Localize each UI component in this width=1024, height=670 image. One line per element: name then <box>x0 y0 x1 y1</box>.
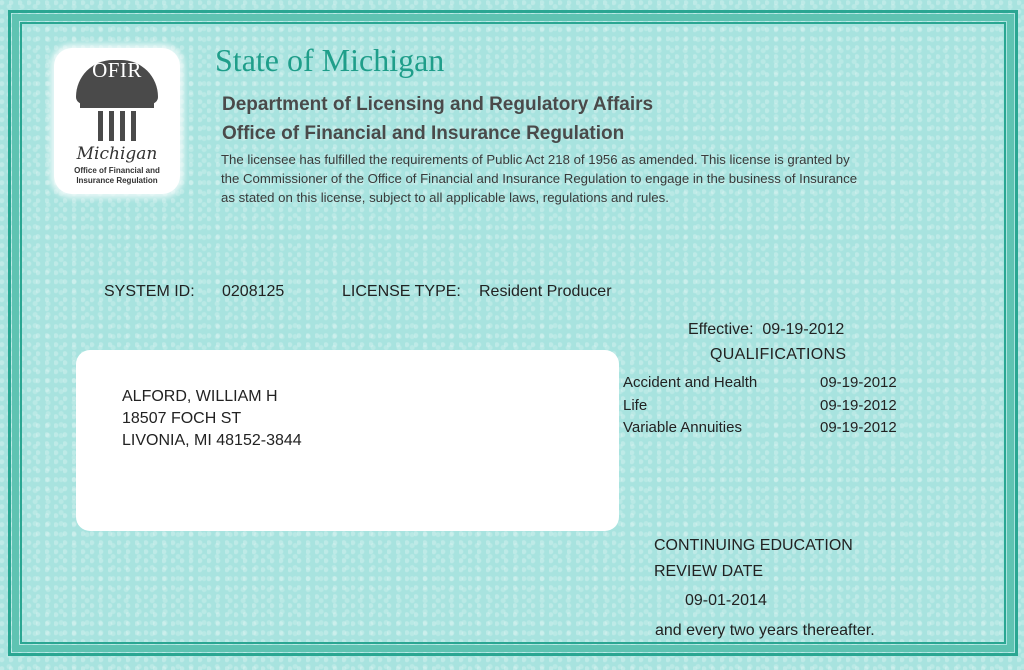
logo-caption-line2: Insurance Regulation <box>76 176 158 185</box>
qualification-name: Variable Annuities <box>623 419 742 436</box>
logo-acronym: OFIR <box>92 58 142 82</box>
qualification-date: 09-19-2012 <box>820 396 897 414</box>
office-name: Office of Financial and Insurance Regulation <box>222 123 625 144</box>
license-statement <box>221 150 961 207</box>
licensee-address <box>122 386 302 452</box>
statement-line: as stated on this license, subject to all applicable laws, regulations and rules. <box>221 190 669 205</box>
license-type-label: LICENSE TYPE: <box>342 283 461 300</box>
department-heading <box>222 90 653 148</box>
qualification-name: Life <box>623 396 648 414</box>
system-id-label: SYSTEM ID: <box>104 283 195 300</box>
ce-line1: CONTINUING EDUCATION <box>654 537 853 554</box>
qualification-row <box>623 374 897 397</box>
statement-line: The licensee has fulfilled the requirements of Public Act 218 of 1956 as amended. This license is granted by <box>221 152 850 167</box>
effective-value: 09-19-2012 <box>762 321 845 338</box>
qualification-name: Accident and Health <box>623 374 758 391</box>
qualification-date: 09-19-2012 <box>820 374 897 391</box>
qualifications-title: QUALIFICATIONS <box>710 346 847 363</box>
continuing-education-heading <box>654 533 853 585</box>
logo-caption-line1: Office of Financial and <box>74 166 160 175</box>
department-name: Department of Licensing and Regulatory Affairs <box>222 94 654 115</box>
license-type-value: Resident Producer <box>479 283 612 300</box>
qualification-row <box>623 419 897 442</box>
qualification-date: 09-19-2012 <box>820 419 897 436</box>
qualifications-list <box>623 374 897 442</box>
state-title: State of Michigan <box>215 42 445 78</box>
logo-caption <box>54 166 180 186</box>
system-id-value: 0208125 <box>222 283 285 300</box>
qualification-row <box>623 397 897 420</box>
ce-note: and every two years thereafter. <box>655 622 875 639</box>
effective-label: Effective: <box>688 321 754 338</box>
address-window <box>76 350 619 531</box>
ce-review-date: 09-01-2014 <box>685 592 767 609</box>
column-capital-icon <box>80 102 154 108</box>
ce-line2: REVIEW DATE <box>654 563 764 580</box>
licensee-street: 18507 FOCH ST <box>122 410 242 427</box>
licensee-name: ALFORD, WILLIAM H <box>122 388 278 405</box>
statement-line: the Commissioner of the Office of Financial and Insurance Regulation to engage in the business of Insurance <box>221 171 858 186</box>
licensee-city-state-zip: LIVONIA, MI 48152-3844 <box>122 432 302 449</box>
column-icon <box>98 111 136 141</box>
effective-date <box>688 321 844 339</box>
logo-script-text: Michigan <box>76 144 158 164</box>
ofir-logo <box>54 48 180 194</box>
